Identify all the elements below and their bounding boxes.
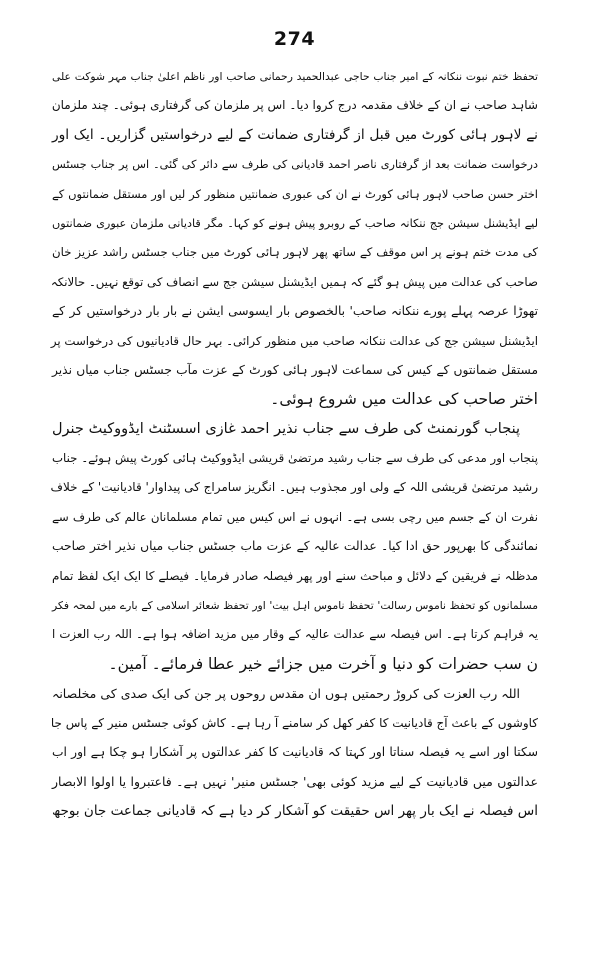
text-line: درخواست ضمانت بعد از گرفتاری ناصر احمد قادیانی کی طرف سے دائر کی گئی۔ اس پر جناب جسٹس: [52, 158, 538, 172]
paragraph-end-line: اختر صاحب کی عدالت میں شروع ہوئی۔: [270, 390, 538, 409]
body-text: [52, 62, 538, 826]
text-line: اختر حسن صاحب لاہور ہائی کورٹ نے ان کی عبوری ضمانتیں منظور کر لیں اور مستقل ضمانتوں کے: [52, 186, 538, 201]
text-line: مستقل ضمانتوں کے کیس کی سماعت لاہور ہائی کورٹ کے عزت مآب جسٹس جناب میاں نذیر: [52, 362, 538, 377]
paragraph-start-line: اللہ رب العزت کی کروڑ رحمتیں ہوں ان مقدس روحوں پر جن کی ایک صدی کی مخلصانہ: [52, 686, 520, 702]
text-line: کاوشوں کے باعث آج قادیانیت کا کفر کھل کر سامنے آ رہا ہے۔ کاش کوئی جسٹس منیر کے پاس جا: [50, 715, 538, 730]
text-line: کی مدت ختم ہونے پر اس موقف کے ساتھ پھر لاہور ہائی کورٹ میں جناب جسٹس راشد عزیز خان: [52, 245, 538, 260]
text-line: رشید مرتضیٰ قریشی اللہ کے ولی اور مجذوب ہیں۔ انگریز سامراج کی پیداوار' قادیانیت' کے خلاف: [50, 480, 538, 495]
text-line: مسلمانوں کو تحفظ ناموس رسالت' تحفظ ناموس اہل بیت' اور تحفظ شعائر اسلامی کے بارے میں لمحہ فکر: [52, 599, 538, 613]
text-line: لیے ایڈیشنل سیشن جج ننکانہ صاحب کے روبرو پیش ہونے کو کہا۔ مگر قادیانی ملزمان عبوری ضمانتوں: [52, 216, 538, 230]
paragraph-start-line: پنجاب گورنمنٹ کی طرف سے جناب نذیر احمد غازی اسسٹنٹ ایڈووکیٹ جنرل: [52, 420, 520, 437]
text-line: مدظلہ نے فریقین کے دلائل و مباحث سنے اور پھر فیصلہ صادر فرمایا۔ فیصلے کا ایک ایک لفظ تمام: [52, 568, 538, 583]
page-number: 274: [273, 28, 316, 50]
text-line: شاہد صاحب نے ان کے خلاف مقدمہ درج کروا دیا۔ اس پر ملزمان کی گرفتاری ہوئی۔ چند ملزمان: [51, 98, 538, 113]
text-line: عدالتوں میں قادیانیت کے لیے مزید کوئی بھی' جسٹس منیر' نہیں ہے۔ فاعتبروا یا اولوا الابصار: [52, 774, 538, 790]
text-line: سکتا اور اسے یہ فیصلہ سناتا اور کہتا کہ قادیانیت کا کفر عدالتوں پر آشکارا ہو چکا ہے اور اب: [52, 744, 538, 759]
text-line: تھوڑا عرصہ پہلے پورے ننکانہ صاحب' بالخصوص بار ایسوسی ایشن نے بار بار درخواستیں کر کے: [52, 304, 538, 319]
text-line: ایڈیشنل سیشن جج کی عدالت ننکانہ صاحب میں منظور کرائی۔ بہر حال قادیانیوں کی درخواست پر: [50, 333, 538, 348]
text-line: پنجاب اور مدعی کی طرف سے جناب رشید مرتضیٰ قریشی ایڈووکیٹ ہائی کورٹ پیش ہوئے۔ جناب: [52, 451, 538, 466]
text-line: تحفظ ختم نبوت ننکانہ کے امیر جناب حاجی عبدالحمید رحمانی صاحب اور ناظم اعلیٰ جناب مہر شوکت علی: [52, 70, 538, 83]
text-line: نمائندگی کا بھرپور حق ادا کیا۔ عدالت عالیہ کے عزت ماب جسٹس جناب میاں نذیر اختر صاحب: [52, 539, 538, 554]
text-line: اس فیصلہ نے ایک بار پھر اس حقیقت کو آشکار کر دیا ہے کہ قادیانی جماعت جان بوجھ: [52, 802, 538, 819]
text-line: صاحب کی عدالت میں پیش ہو گئے کہ ہمیں ایڈیشنل سیشن جج سے انصاف کی توقع نہیں۔ حالانکہ: [50, 274, 538, 289]
text-line: یہ فراہم کرتا ہے۔ اس فیصلہ سے عدالت عالیہ کے وقار میں مزید اضافہ ہوا ہے۔ اللہ رب العزت ا: [52, 627, 538, 642]
paragraph-end-line: ن سب حضرات کو دنیا و آخرت میں جزائے خیر عطا فرمائے۔ آمین۔: [108, 654, 538, 673]
text-line: نے لاہور ہائی کورٹ میں قبل از گرفتاری ضمانت کے لیے درخواستیں گزاریں۔ ایک اور: [52, 126, 538, 143]
text-line: نفرت ان کے جسم میں رچی بسی ہے۔ انہوں نے اس کیس میں تمام مسلمانان عالم کی طرف سے: [52, 509, 538, 524]
